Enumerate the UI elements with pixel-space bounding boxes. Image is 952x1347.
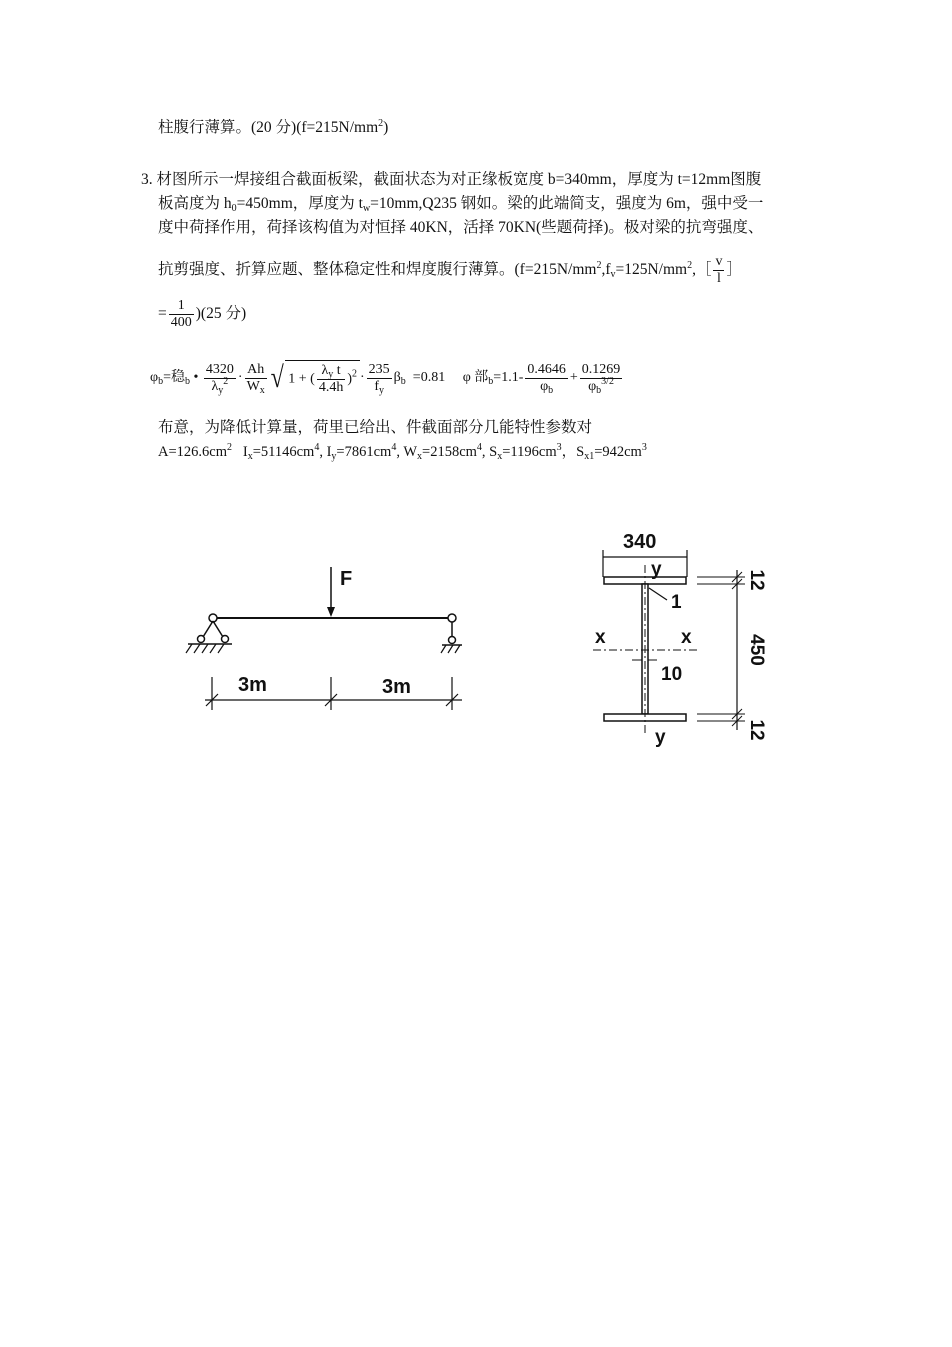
- weld-leader: [649, 588, 667, 600]
- limit-fraction: $\frac{1}{400}$: [170, 298, 192, 330]
- beam-diagram: [170, 555, 480, 725]
- stability-formula: $\varphi_b=$稳$_b$ • $\frac{4320}{\lambda_y^2}$ · $\frac{Ah}{W_x}$ √ 1 + ( $\frac{\lambda_y t}{4.4h}$ )$^2$ · $\frac{235}{f_y}$ $\beta_b =0.81$ φ 部$_b$=1.1- $\frac{0.4646}{\varphi_b}$ + $\frac{0.1269}{\varphi_b^{3/2}}$: [150, 361, 621, 396]
- web-thickness-label: 10: [661, 664, 683, 685]
- flange-width-label: 340: [623, 531, 657, 553]
- arrow-head-icon: [327, 607, 335, 617]
- x-axis-right-label: x: [681, 627, 692, 648]
- note-line-1: 布意，为降低计算量，荷里已给出、件截面部分几能特性参数对: [158, 419, 593, 436]
- weld-label: 1: [671, 592, 682, 613]
- section-diagram: [585, 520, 785, 755]
- x-axis-left-label: x: [595, 627, 606, 648]
- span-left-label: 3m: [238, 674, 267, 696]
- problem-line-1: 3. 材图所示一焊接组合截面板梁，截面状态为对正缘板宽度 b=340mm，厚度为 t=12mm图腹: [141, 171, 762, 188]
- problem-line-2: 板高度为 $h_0=450mm$，厚度为 $t_w=10mm,Q235$ 钢如。梁的此端简支，强度为 6m，强中受一: [158, 195, 764, 214]
- span-right-label: 3m: [382, 676, 411, 698]
- sqrt-icon: √: [270, 361, 284, 394]
- section-properties: $A=126.6cm^2$ $I_x=51146cm^4$, $I_y=7861cm^4$, $W_x=2158cm^4$, $S_x=1196cm^3$，$S_{x1}=942cm^3$: [158, 442, 647, 462]
- flange-thickness-bottom-label: 12: [746, 719, 767, 741]
- flange-thickness-top-label: 12: [746, 569, 767, 591]
- load-label: F: [340, 568, 353, 590]
- web-height-label: 450: [746, 634, 767, 666]
- roller-support-icon: [441, 614, 462, 653]
- deflection-fraction: $\frac{v}{l}$: [715, 254, 723, 286]
- y-axis-bottom-label: y: [655, 727, 666, 748]
- problem-number: 3.: [141, 171, 153, 188]
- problem-line-5: = $\frac{1}{400}$ )(25 分): [158, 298, 247, 330]
- top-line: 柱腹行薄算。(20 分)$(f=215N/mm^2)$: [158, 118, 389, 136]
- y-axis-top-label: y: [651, 559, 662, 580]
- pin-support-icon: [186, 614, 232, 653]
- problem-line-3: 度中荷择作用，荷择该构值为对恒择 40KN，活择 70KN(些题荷择)。极对梁的抗弯强度、: [158, 219, 764, 236]
- problem-line-4: 抗剪强度、折算应题、整体稳定性和焊度腹行薄算。($f=215N/mm^2,f_v=125N/mm^2,[$ $\frac{v}{l}$ ］: [158, 254, 742, 286]
